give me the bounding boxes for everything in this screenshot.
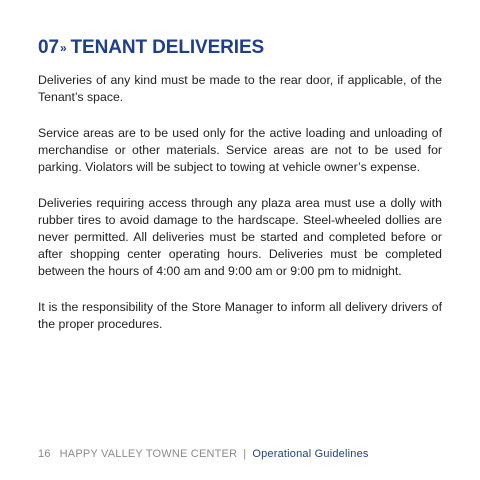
page-footer: [38, 447, 369, 461]
paragraph-store-manager: It is the responsibility of the Store Manager to inform all delivery drivers of the proper procedures.: [38, 300, 442, 331]
property-name: HAPPY VALLEY TOWNE CENTER: [59, 448, 238, 460]
paragraph-plaza-access: Deliveries requiring access through any plaza area must use a dolly with rubber tires to avoid damage to the hardscape. Steel-wheeled dollies are never permitted. All deliveries must be started and completed before or after shopping center operating hours. Deliveries must be completed between the hours of 4:00 am and 9:00 am or 9:00 pm to midnight.: [38, 196, 442, 278]
body-content: [38, 72, 442, 352]
paragraph-service-areas: Service areas are to be used only for the active loading and unloading of merchandise or other materials. Service areas are not to be used for parking. Violators will be subject to towing at vehicle owner’s expense.: [38, 126, 442, 174]
page-number: 16: [38, 448, 51, 460]
paragraph-rear-door: Deliveries of any kind must be made to the rear door, if applicable, of the Tenant’s space.: [38, 73, 442, 104]
document-title: Operational Guidelines: [252, 448, 369, 460]
section-number: 07: [38, 37, 59, 58]
section-title: TENANT DELIVERIES: [70, 37, 265, 58]
section-heading: [38, 37, 264, 60]
section-marker: »: [59, 41, 67, 55]
footer-separator: |: [243, 448, 247, 460]
